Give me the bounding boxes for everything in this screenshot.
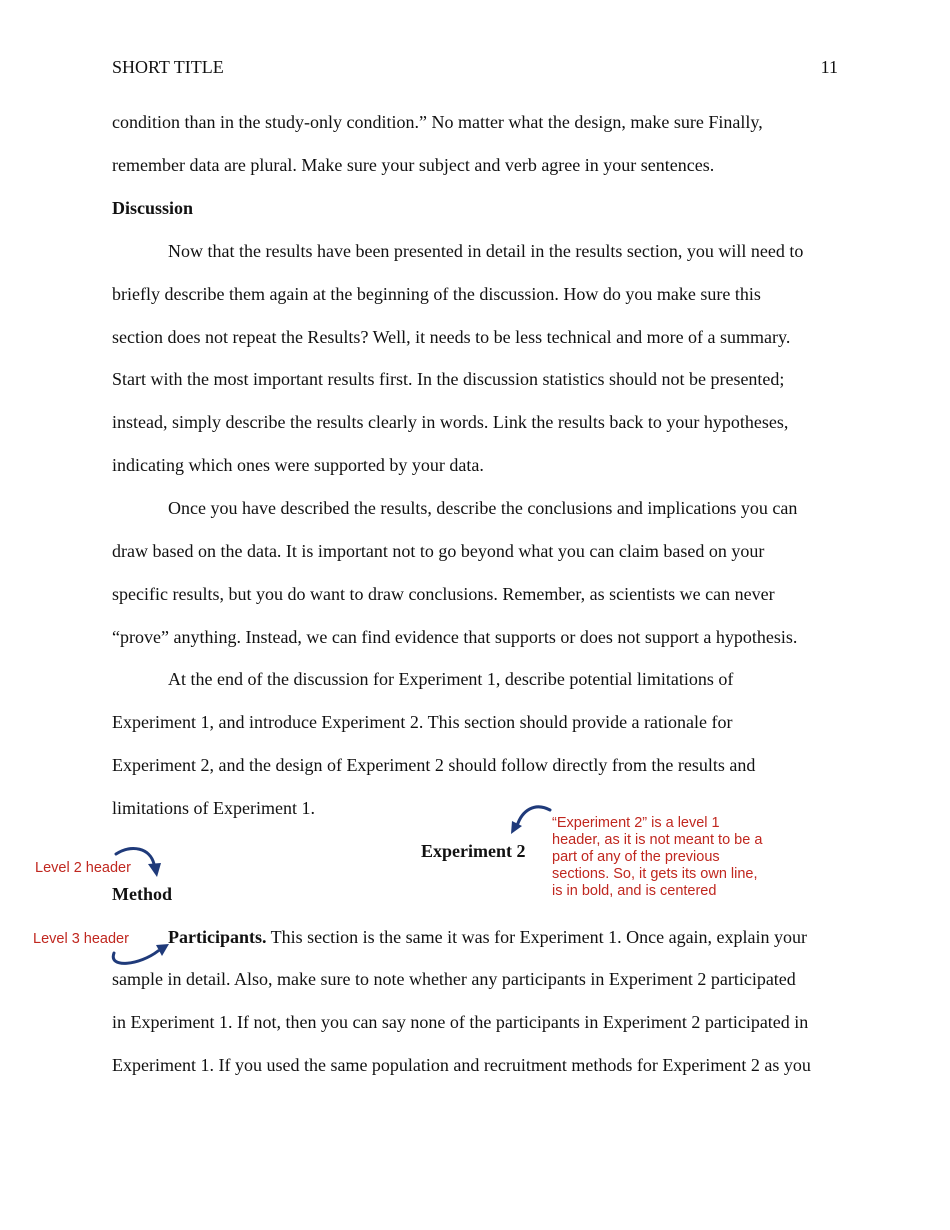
level3-annotation: Level 3 header — [33, 931, 129, 947]
body-line: specific results, but you do want to draw conclusions. Remember, as scientists we can never — [112, 584, 775, 604]
body-line: sample in detail. Also, make sure to note whether any participants in Experiment 2 participated — [112, 969, 796, 989]
participants-line — [168, 926, 842, 948]
body-line: Start with the most important results first. In the discussion statistics should not be presented; — [112, 369, 785, 389]
body-line: Experiment 1, and introduce Experiment 2. This section should provide a rationale for — [112, 712, 733, 732]
body-line: Once you have described the results, describe the conclusions and implications you can — [168, 498, 798, 518]
level3-arrow-icon — [100, 935, 175, 975]
body-line: Now that the results have been presented in detail in the results section, you will need to — [168, 241, 804, 261]
level2-arrow-icon — [110, 840, 170, 885]
body-line: indicating which ones were supported by your data. — [112, 455, 484, 475]
body-line: limitations of Experiment 1. — [112, 798, 315, 818]
running-head: SHORT TITLE — [112, 57, 224, 77]
body-line: condition than in the study-only condition.” No matter what the design, make sure Finally, — [112, 112, 763, 132]
level1-annotation — [552, 815, 792, 900]
level1-arrow-icon — [500, 800, 560, 845]
body-line: At the end of the discussion for Experiment 1, describe potential limitations of — [168, 669, 734, 689]
body-line: briefly describe them again at the beginning of the discussion. How do you make sure this — [112, 284, 761, 304]
annotation-line: is in bold, and is centered — [552, 883, 717, 899]
discussion-heading: Discussion — [112, 198, 194, 218]
body-line: draw based on the data. It is important not to go beyond what you can claim based on your — [112, 541, 765, 561]
body-line: in Experiment 1. If not, then you can say none of the participants in Experiment 2 participated in — [112, 1012, 809, 1032]
body-line: “prove” anything. Instead, we can find evidence that supports or does not support a hypothesis. — [112, 627, 798, 647]
annotation-line: part of any of the previous — [552, 849, 720, 865]
experiment2-heading: Experiment 2 — [421, 841, 526, 861]
annotation-line: header, as it is not meant to be a — [552, 832, 763, 848]
body-line: remember data are plural. Make sure your subject and verb agree in your sentences. — [112, 155, 715, 175]
annotation-line: sections. So, it gets its own line, — [552, 866, 758, 882]
body-line: Experiment 2, and the design of Experiment 2 should follow directly from the results and — [112, 755, 756, 775]
body-line: instead, simply describe the results clearly in words. Link the results back to your hypotheses, — [112, 412, 789, 432]
participants-heading: Participants. — [168, 927, 267, 947]
body-line: Experiment 1. If you used the same population and recruitment methods for Experiment 2 as you — [112, 1055, 811, 1075]
annotation-line: “Experiment 2” is a level 1 — [552, 815, 720, 831]
participants-text: This section is the same it was for Experiment 1. Once again, explain your — [266, 927, 808, 947]
page-number: 11 — [820, 57, 838, 77]
level2-annotation: Level 2 header — [35, 860, 131, 876]
body-line: section does not repeat the Results? Well, it needs to be less technical and more of a summary. — [112, 327, 791, 347]
method-heading: Method — [112, 884, 172, 904]
